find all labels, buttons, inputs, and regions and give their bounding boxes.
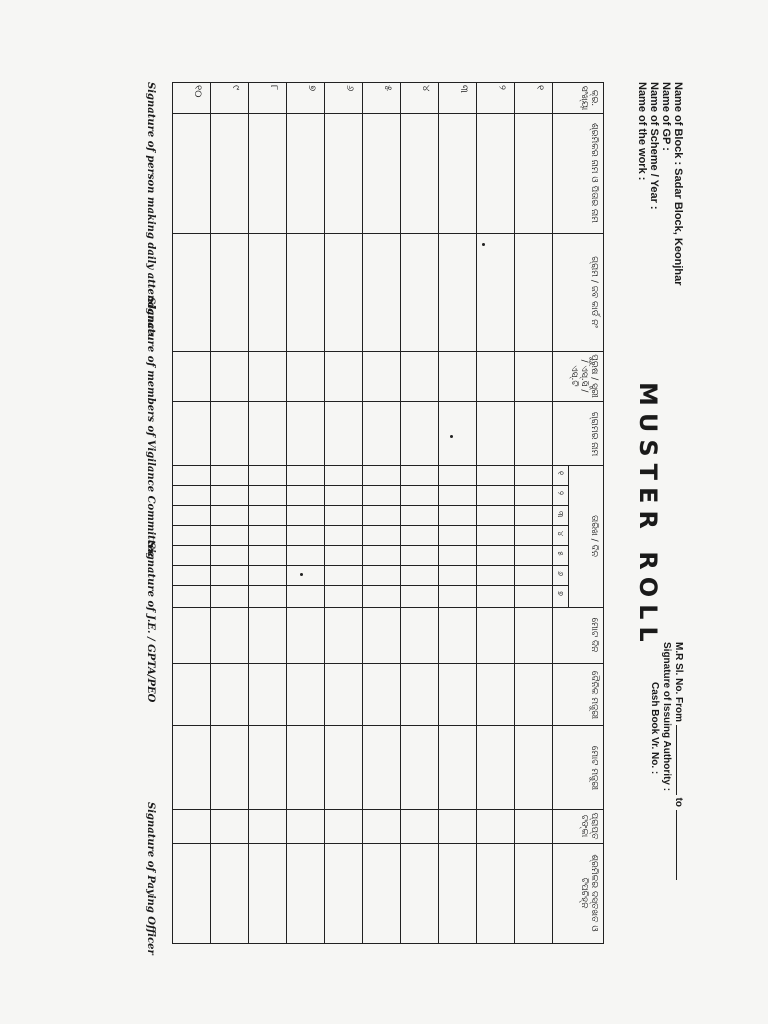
day-number: ୬ xyxy=(556,571,565,577)
day-number: ୨ xyxy=(556,491,565,495)
col-header-total-wage: ମୋଟ ମଜୁରୀ xyxy=(589,745,599,791)
signature-paying-officer: Signature of Paying Officer xyxy=(145,802,156,955)
col-divider xyxy=(173,663,603,664)
attendance-table xyxy=(172,82,604,944)
row-number: ୧ xyxy=(534,85,545,91)
col-divider xyxy=(173,113,603,114)
row-number: ୪ xyxy=(420,85,431,92)
row-number: ୨ xyxy=(496,85,507,90)
scan-speck xyxy=(482,243,485,246)
row-number: ୯ xyxy=(230,85,241,90)
signature-attendance: Signature of person making daily attendance xyxy=(145,82,156,336)
mr-serial xyxy=(672,642,684,880)
day-subheader-line xyxy=(568,465,569,607)
row-number: ୬ xyxy=(344,85,355,92)
col-divider xyxy=(173,809,603,810)
col-divider xyxy=(173,351,603,352)
header-row-line xyxy=(552,83,553,943)
day-number: ୩ xyxy=(556,511,565,518)
day-number: ୪ xyxy=(556,531,565,537)
row-number: ୮ xyxy=(268,85,279,91)
row-number: ୫ xyxy=(382,85,393,92)
row-line xyxy=(476,83,477,943)
work-name: Name of the work : xyxy=(636,82,648,181)
row-line xyxy=(324,83,325,943)
scan-speck xyxy=(300,573,303,576)
col-header-date: ତାରିଖ / ଦିନ xyxy=(589,515,599,557)
col-divider xyxy=(173,843,603,844)
col-header-total-days: ମୋଟ ଦିନ xyxy=(589,617,599,653)
signature-je: Signature of J.E. / GPTA/PEO xyxy=(145,541,156,703)
col-divider xyxy=(173,607,603,608)
col-divider xyxy=(173,465,603,466)
col-divider xyxy=(173,233,603,234)
day-number: ୧ xyxy=(556,471,565,476)
day-divider xyxy=(173,505,569,506)
row-number: ୭ xyxy=(306,85,317,92)
row-line xyxy=(438,83,439,943)
col-header-signature: ଶ୍ରମିକର ଦସ୍ତଖତ ଓ ଟିପଚିହ୍ନ xyxy=(579,854,599,932)
page-title: MUSTER ROLL xyxy=(634,382,662,649)
block-name: Name of Block : Sadar Block, Keonjhar xyxy=(672,82,684,286)
row-line xyxy=(286,83,287,943)
row-line xyxy=(400,83,401,943)
mr-to-label: to xyxy=(673,797,684,808)
col-header-name: ଶ୍ରମିକର ନାମ ଓ ପିତାର ନାମ xyxy=(589,122,599,223)
row-line xyxy=(210,83,211,943)
day-number: ୫ xyxy=(556,551,565,556)
col-divider xyxy=(173,401,603,402)
row-line xyxy=(362,83,363,943)
col-header-amount: ପ୍ରାପ୍ତ ଟଙ୍କା xyxy=(579,812,599,840)
day-number: ୭ xyxy=(556,591,565,596)
row-line xyxy=(514,83,515,943)
gp-name: Name of GP : xyxy=(660,82,672,151)
row-line xyxy=(248,83,249,943)
signature-vigilance: Signature of members of Vigilance Committee xyxy=(145,297,156,558)
muster-roll-form xyxy=(84,82,684,955)
col-divider xyxy=(173,725,603,726)
scan-speck xyxy=(450,435,453,438)
mr-from-label: M.R Sl. No. From xyxy=(673,642,684,722)
day-divider xyxy=(173,585,569,586)
day-divider xyxy=(173,545,569,546)
col-header-jobcard: ଗ୍ରାମ / ଜବ କାର୍ଡ ନଂ xyxy=(589,256,599,328)
col-header-category: ପୁରୁଷ / ସ୍ତ୍ରୀ / ଏସ୍.ସି / ଏସ୍.ଟି xyxy=(569,354,599,398)
day-divider xyxy=(173,565,569,566)
issuing-authority: Signature of Issuing Authority : xyxy=(661,642,672,792)
day-divider xyxy=(173,485,569,486)
day-divider xyxy=(173,525,569,526)
scheme-year: Name of Scheme / Year : xyxy=(648,82,660,210)
col-header-village: ଗ୍ରାମର ନାମ xyxy=(589,411,599,457)
form-header xyxy=(636,82,684,286)
cash-book: Cash Book Vr. No. : xyxy=(649,682,660,775)
col-header-serial: କ୍ର. ସଂଖ୍ୟା xyxy=(579,85,599,111)
row-number: ୧୦ xyxy=(192,85,203,98)
col-header-daily-wage: ଦୈନିକ ମଜୁରୀ xyxy=(589,670,599,720)
row-number: ୩ xyxy=(458,85,469,93)
mr-from-blank[interactable] xyxy=(676,725,677,795)
mr-to-blank[interactable] xyxy=(676,810,677,880)
meta-block xyxy=(648,642,684,880)
